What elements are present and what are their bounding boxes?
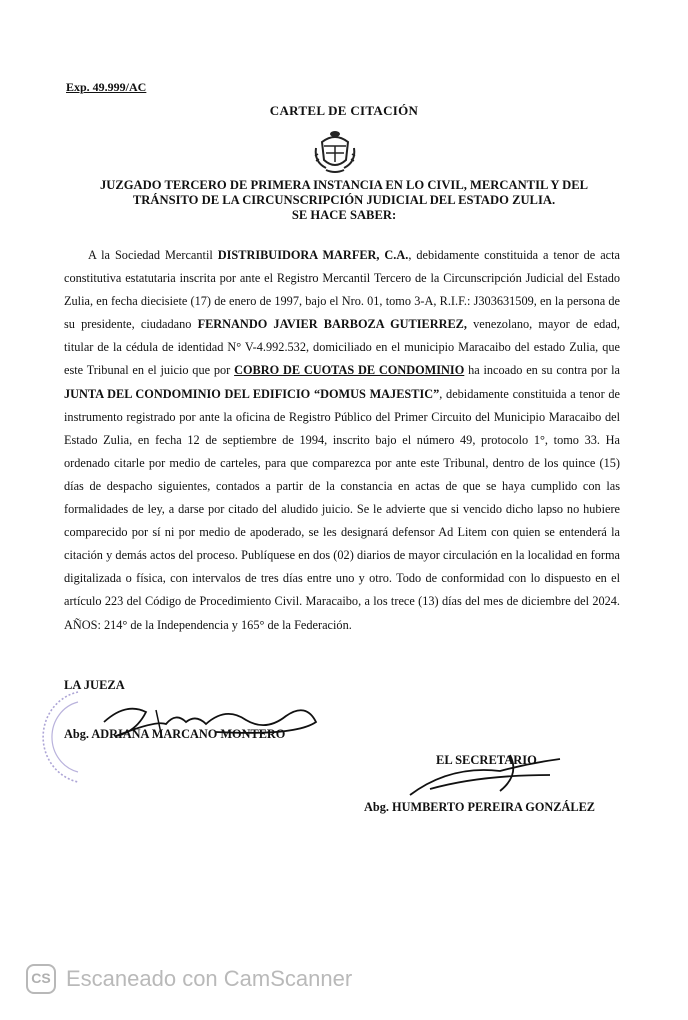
body-text-5: , debidamente constituida a tenor de instrumento registrado por ante la oficina de Registro Público del Primer Circuito del Municipio Maracaibo del Estado Zulia, en fecha 12 de septiembre de 1994, inscrito bajo el número 49, protocolo 1°, tomo 33. Ha ordenado citarle por medio de carteles, para que comparezca por ante este Tribunal, dentro de los quince (15) días de despacho siguientes, contados a partir de la constancia en actas de que se haya cumplido con las formalidades de ley, a darse por citado del aludido juicio. Se le advierte que si vencido dicho lapso no hubiere comparecido por sí ni por medio de apoderado, se les designará defensor Ad Litem con quien se entenderá la citación y demás actos del proceso. Publíquese en dos (02) diarios de mayor circulación en la localidad en forma digitalizada o física, con intervalos de tres días entre uno y otro. Todo de conformidad con lo dispuesto en el artículo 223 del Código de Procedimiento Civil. Maracaibo, a los trece (13) días del mes de diciembre del 2024. AÑOS: 214° de la Independencia y 165° de la Federación. [64, 386, 620, 632]
body-text-2: , debidamente constituida a tenor de acta constitutiva estatutaria inscrita por ante el Registro Mercantil Tercero de la Circunscripción Judicial del Estado Zulia, en fecha diecisiete (17) de enero de 1997, bajo el Nro. 01, tomo 3-A, R.I.F.: J303631509, en la persona de su presidente, ciudadano [64, 248, 620, 332]
se-hace-saber: SE HACE SABER: [291, 208, 397, 222]
judge-title: LA JUEZA [64, 678, 125, 692]
court-heading [70, 178, 618, 223]
company-name: DISTRIBUIDORA MARFER, C.A. [217, 248, 409, 262]
body-text-4: ha incoado en su contra por la [464, 363, 620, 378]
secretary-name: Abg. HUMBERTO PEREIRA GONZÁLEZ [364, 800, 595, 814]
camscanner-watermark: Escaneado con CamScanner [66, 966, 353, 991]
plaintiff-name: JUNTA DEL CONDOMINIO DEL EDIFICIO “DOMUS MAJESTIC” [64, 386, 440, 401]
camscanner-logo-icon: CS [26, 964, 56, 994]
president-name: FERNANDO JAVIER BARBOZA GUTIERREZ, [197, 317, 467, 332]
judge-name: Abg. ADRIANA MARCANO MONTERO [64, 727, 286, 741]
coat-of-arms-seal-icon [312, 128, 358, 174]
secretary-title: EL SECRETARIO [436, 753, 537, 767]
court-heading-line-2: TRÁNSITO DE LA CIRCUNSCRIPCIÓN JUDICIAL DEL ESTADO ZULIA. [132, 193, 556, 207]
lawsuit-cause: COBRO DE CUOTAS DE CONDOMINIO [234, 363, 465, 378]
expediente-number: Exp. 49.999/AC [66, 80, 147, 94]
body-text-3: venezolano, mayor de edad, titular de la cédula de identidad N° V-4.992.532, domiciliado en el municipio Maracaibo del estado Zulia, que este Tribunal en el juicio que por [64, 317, 621, 378]
judge-signature-icon [96, 692, 326, 752]
body-text-1: A la Sociedad Mercantil [88, 248, 218, 262]
court-heading-line-1: JUZGADO TERCERO DE PRIMERA INSTANCIA EN LO CIVIL, MERCANTIL Y DEL [99, 178, 589, 192]
document-title: CARTEL DE CITACIÓN [269, 103, 419, 118]
citation-body [64, 244, 620, 637]
